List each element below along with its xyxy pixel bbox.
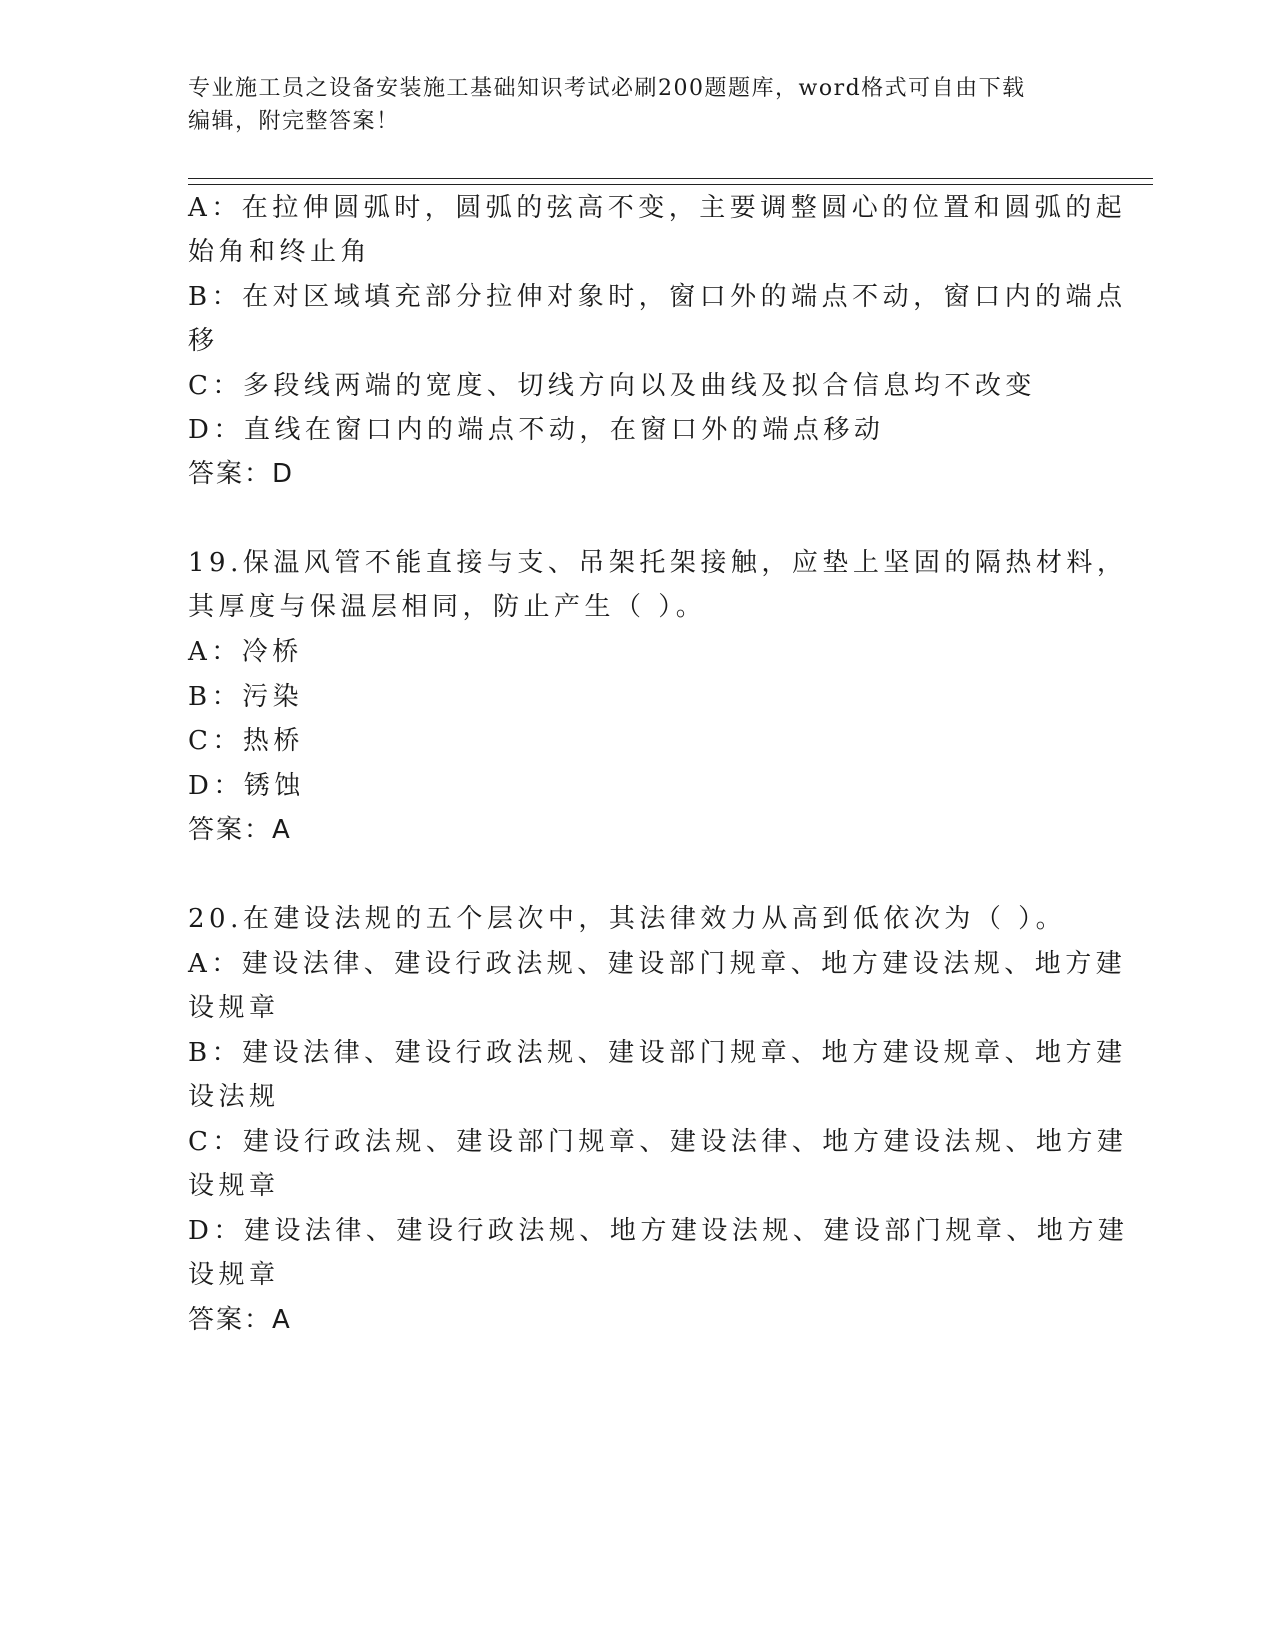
q20-option-b-line-1: B：建设法律、建设行政法规、建设部门规章、地方建设规章、地方建	[188, 1038, 1127, 1068]
q20-option-b-line-2: 设法规	[188, 1082, 280, 1112]
q19-option-c: C：热桥	[188, 726, 304, 756]
q20-option-d-line-2: 设规章	[188, 1260, 280, 1290]
q20-stem: 20.在建设法规的五个层次中，其法律效力从高到低依次为（ ）。	[188, 904, 1067, 934]
q18-option-b-line-2: 移	[188, 326, 219, 356]
q20-option-d-line-1: D：建设法律、建设行政法规、地方建设法规、建设部门规章、地方建	[188, 1216, 1129, 1246]
q19-option-a: A：冷桥	[188, 637, 303, 667]
header-title-line-1: 专业施工员之设备安装施工基础知识考试必刷200题题库，word格式可自由下载	[188, 76, 1026, 101]
q19-option-d: D：锈蚀	[188, 771, 305, 801]
header-divider-bottom	[188, 184, 1153, 185]
q18-option-a-line-1: A：在拉伸圆弧时，圆弧的弦高不变，主要调整圆心的位置和圆弧的起	[188, 193, 1127, 223]
q19-stem-line-1: 19.保温风管不能直接与支、吊架托架接触，应垫上坚固的隔热材料，	[188, 548, 1128, 578]
q20-answer: 答案：A	[188, 1305, 292, 1335]
q19-stem-line-2: 其厚度与保温层相同，防止产生（ ）。	[188, 592, 707, 622]
q18-option-c: C：多段线两端的宽度、切线方向以及曲线及拟合信息均不改变	[188, 371, 1036, 401]
q20-option-c-line-1: C：建设行政法规、建设部门规章、建设法律、地方建设法规、地方建	[188, 1127, 1128, 1157]
q20-option-a-line-2: 设规章	[188, 993, 280, 1023]
q19-option-b: B：污染	[188, 682, 304, 712]
q18-option-d: D：直线在窗口内的端点不动，在窗口外的端点移动	[188, 415, 885, 445]
q19-answer: 答案：A	[188, 815, 292, 845]
document-header	[188, 72, 1068, 138]
q18-option-a-line-2: 始角和终止角	[188, 237, 372, 267]
q18-option-b-line-1: B：在对区域填充部分拉伸对象时，窗口外的端点不动，窗口内的端点	[188, 282, 1127, 312]
q18-answer: 答案：D	[188, 459, 295, 489]
q20-option-c-line-2: 设规章	[188, 1171, 280, 1201]
header-divider-top	[188, 178, 1153, 179]
header-title-line-2: 编辑，附完整答案！	[188, 109, 400, 134]
q20-option-a-line-1: A：建设法律、建设行政法规、建设部门规章、地方建设法规、地方建	[188, 949, 1127, 979]
